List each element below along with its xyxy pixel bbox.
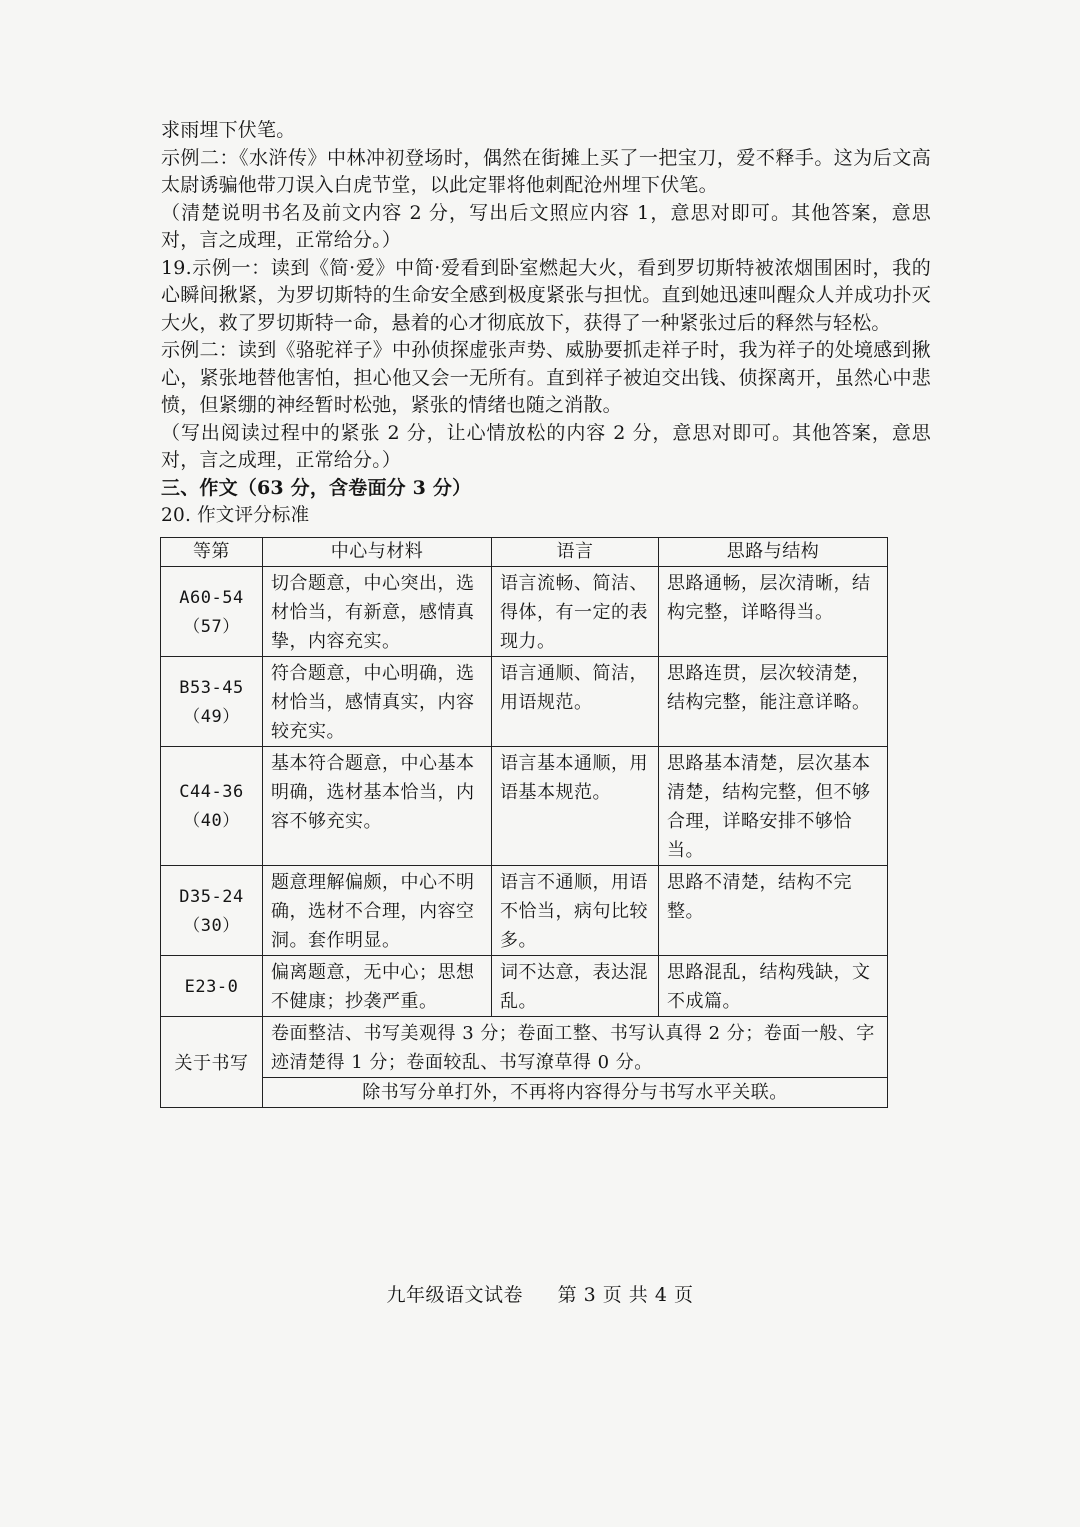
content-cell: 基本符合题意，中心基本明确，选材基本恰当，内容不够充实。: [263, 747, 492, 866]
grade-score: （40）: [183, 811, 240, 831]
structure-cell: 思路通畅，层次清晰，结构完整，详略得当。: [659, 567, 888, 657]
grade-score: （49）: [183, 706, 240, 727]
grade-range: B53-45: [179, 677, 244, 698]
handwriting-label: 关于书写: [161, 1017, 263, 1108]
table-row: [161, 866, 888, 956]
answer-paragraph: 求雨埋下伏笔。: [161, 119, 296, 141]
language-cell: 词不达意，表达混乱。: [492, 956, 659, 1017]
page-number: 第 3 页 共 4 页: [557, 1284, 694, 1306]
grade-cell: [161, 657, 263, 747]
language-cell: 语言流畅、简洁、得体，有一定的表现力。: [492, 567, 659, 657]
answer-paragraph: 示例二：《水浒传》中林冲初登场时，偶然在街摊上买了一把宝刀，爱不释手。这为后文高太尉诱骗他带刀误入白虎节堂，以此定罪将他刺配沧州埋下伏笔。: [161, 146, 931, 196]
table-row: [161, 567, 888, 657]
column-header: 等第: [161, 538, 263, 567]
structure-cell: 思路不清楚，结构不完整。: [659, 866, 888, 956]
content-cell: 切合题意，中心突出，选材恰当，有新意，感情真挚，内容充实。: [263, 567, 492, 657]
grade-range: C44-36: [179, 782, 244, 802]
structure-cell: 思路连贯，层次较清楚，结构完整，能注意详略。: [659, 657, 888, 747]
page-footer: [0, 1280, 1080, 1307]
column-header: 中心与材料: [263, 538, 492, 567]
grade-cell: [161, 747, 263, 866]
grading-table: [160, 537, 888, 1108]
answer-paragraph: （清楚说明书名及前文内容 2 分，写出后文照应内容 1，意思对即可。其他答案，意思对，言之成理，正常给分。）: [161, 201, 931, 251]
section-heading: 三、作文（63 分，含卷面分 3 分）: [161, 476, 472, 499]
structure-cell: 思路基本清楚，层次基本清楚，结构完整，但不够合理，详略安排不够恰当。: [659, 747, 888, 866]
handwriting-note: 除书写分单打外，不再将内容得分与书写水平关联。: [263, 1078, 888, 1108]
grade-score: （30）: [183, 915, 240, 936]
handwriting-note-row: [161, 1078, 888, 1108]
table-caption: 20. 作文评分标准: [161, 505, 310, 526]
table-row: [161, 747, 888, 866]
content-cell: 题意理解偏颇，中心不明确，选材不合理，内容空洞。套作明显。: [263, 866, 492, 956]
grade-cell: [161, 956, 263, 1017]
grade-score: （57）: [183, 616, 240, 637]
structure-cell: 思路混乱，结构残缺，文不成篇。: [659, 956, 888, 1017]
column-header: 语言: [492, 538, 659, 567]
handwriting-criteria: 卷面整洁、书写美观得 3 分；卷面工整、书写认真得 2 分；卷面一般、字迹清楚得 1 分；卷面较乱、书写潦草得 0 分。: [263, 1017, 888, 1078]
answer-paragraph: 示例二：读到《骆驼祥子》中孙侦探虚张声势、威胁要抓走祥子时，我为祥子的处境感到揪心，紧张地替他害怕，担心他又会一无所有。直到祥子被迫交出钱、侦探离开，虽然心中悲愤，但紧绷的神经暂时松弛，紧张的情绪也随之消散。: [161, 339, 931, 416]
grade-cell: [161, 866, 263, 956]
language-cell: 语言基本通顺，用语基本规范。: [492, 747, 659, 866]
language-cell: 语言通顺、简洁，用语规范。: [492, 657, 659, 747]
grade-range: A60-54: [179, 587, 244, 608]
handwriting-row: [161, 1017, 888, 1078]
language-cell: 语言不通顺，用语不恰当，病句比较多。: [492, 866, 659, 956]
grade-cell: [161, 567, 263, 657]
exam-title: 九年级语文试卷: [386, 1284, 524, 1306]
column-header: 思路与结构: [659, 538, 888, 567]
grade-range: D35-24: [179, 886, 244, 907]
content-cell: 偏离题意，无中心；思想不健康；抄袭严重。: [263, 956, 492, 1017]
table-row: [161, 956, 888, 1017]
grade-range: E23-0: [184, 976, 239, 997]
table-row: [161, 657, 888, 747]
answer-text-block: [161, 117, 931, 530]
table-header-row: [161, 538, 888, 567]
answer-paragraph: （写出阅读过程中的紧张 2 分，让心情放松的内容 2 分，意思对即可。其他答案，意思对，言之成理，正常给分。）: [161, 421, 931, 471]
content-cell: 符合题意，中心明确，选材恰当，感情真实，内容较充实。: [263, 657, 492, 747]
answer-paragraph: 19.示例一：读到《简·爱》中简·爱看到卧室燃起大火，看到罗切斯特被浓烟围困时，我的心瞬间揪紧，为罗切斯特的生命安全感到极度紧张与担忧。直到她迅速叫醒众人并成功扑灭大火，救了罗切斯特一命，悬着的心才彻底放下，获得了一种紧张过后的释然与轻松。: [161, 256, 931, 334]
